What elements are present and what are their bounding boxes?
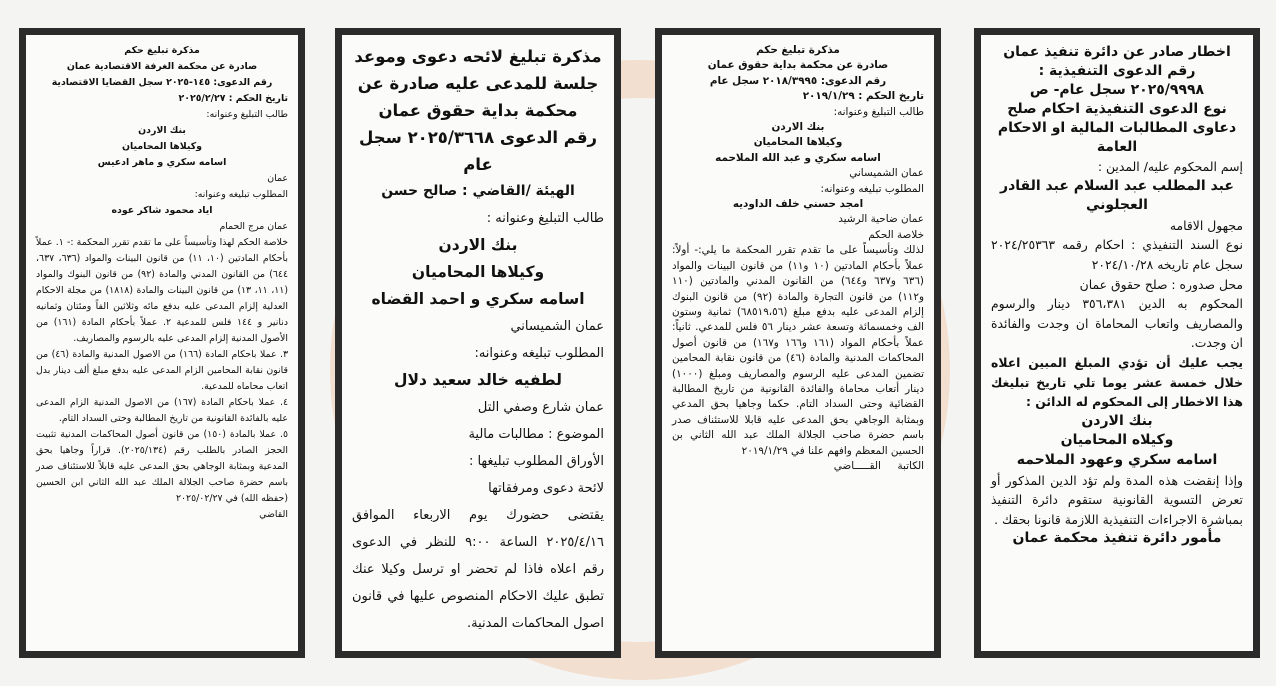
- respondent-name: لطفيه خالد سعيد دلال: [394, 371, 562, 389]
- clerk-signature: الكاتبة: [897, 459, 924, 472]
- respondent-address: عمان شارع وصفي التل: [477, 400, 604, 415]
- notice-execution: [974, 28, 1260, 658]
- respondent-address: عمان ضاحية الرشيد: [838, 213, 924, 226]
- judgment-body-5: ٥. عملا بالمادة (١٥٠) من قانون أصول المحاكمات المدنية تثبيت الحجز الصادر بالطلب رقم (٢٠٢٥/١٣٤). قراراً وجاهيا بحق المدعية وبمثابة الوجاهي بحق المدعى عليه قابلاً للاستئناف صدر باسم حضرة صاحب الجلالة الملك عبد الله الثاني ابن الحسين (حفظه الله) في ٢٠٢٥/٠٢/٢٧: [36, 429, 289, 504]
- requester-city: عمان الشميساني: [510, 319, 604, 334]
- officer-signature: مأمور دائرة تنفيذ محكمة عمان: [1012, 530, 1222, 547]
- debtor-name: عبد المطلب عبد السلام عبد القادر العجلوني: [1000, 177, 1234, 214]
- residence: مجهول الاقامه: [1169, 217, 1243, 233]
- case-number-label: رقم الدعوى التنفيذية :: [1038, 63, 1196, 79]
- instrument: نوع السند التنفيذي : احكام رقمه ٢٠٢٤/٢٥٣٦٣ سجل عام تاريخه ٢٠٢٤/١٠/٢٨: [991, 237, 1243, 272]
- respondent-label: المطلوب تبليغه وعنوانه:: [474, 346, 604, 361]
- judgment-body-4: ٤. عملا باحكام المادة (١٦٧) من الاصول المدنية الزام المدعى عليه بالفائدة القانونية من تاريخ المطالبة وحتى السداد التام.: [36, 397, 288, 424]
- notice-judgment-first-instance: [655, 28, 941, 658]
- party-lawyers: اسامه سكري و ماهر ادعيس: [97, 157, 227, 168]
- requester-label: طالب التبليغ وعنوانه:: [206, 109, 288, 120]
- hearing-body: يقتضى حضورك يوم الاربعاء الموافق ٢٠٢٥/٤/١٦ الساعة ٩:٠٠ للنظر في الدعوى رقم اعلاه فاذا لم تحضر او ترسل وكيلا عنك تطبق عليك الاحكام المنصوص عليها في قانون اصول المحاكمات المدنية.: [352, 508, 605, 631]
- party-lawyers: اسامه سكري و عبد الله الملاحمه: [715, 151, 881, 164]
- case-number: رقم الدعوى ٢٠٢٥/٣٦٦٨ سجل عام: [358, 128, 598, 174]
- court-name: صادرة عن محكمة بداية حقوق عمان: [707, 59, 889, 72]
- notice-title: مذكرة تبليغ حكم: [124, 45, 200, 56]
- summary-label: خلاصة الحكم: [868, 228, 924, 241]
- judgment-body: خلاصة الحكم لهذا وتأسيساً على ما تقدم تقرر المحكمة :- ١. عملاً بأحكام المادتين (١٠، ١١) من قانون البينات والمواد (٦٣٦، ٦٣٧، ٦٤٤) من القانون المدني والمادة (٩٢) من قانون البنوك والمواد (١١، ١١، ١٣) من قانون البينات والمادة (١٨١٨) من مجلة الاحكام العدلية إلزام المدعى عليه بدفع مائه وثلاثين الفاً ومئتان وثمانيه دنانير و ١٤٤ فلس للمدعية ٢. عملاً بأحكام المادة (١٦١) من الأصول المدنية إلزام المدعى عليه بالرسوم والمصاريف.: [36, 237, 289, 344]
- judgment-body-3: ٣. عملا باحكام المادة (١٦٦) من الاصول المدنية والمادة (٤٦) من قانون نقابة المحامين الزام المدعى عليه بدفع مبلغ ألف دينار بدل اتعاب محاماه للمدعية.: [36, 349, 289, 392]
- judge-signature: القاضي: [259, 509, 288, 520]
- judgment-body: لذلك وتأسيساً على ما تقدم تقرر المحكمة ما يلي:- أولاً: عملاً بأحكام المادتين (١٠ و١١) من قانون البينات والمواد (٦٣٦ و٦٣٧ و٦٤٤) من القانون المدني والمادتين (١١٠ و١١٢) من قانون التجارة والمادة (٩٢) من قانون البنوك إلزام المدعى عليه بدفع مبلغ (٦٨٥١٩،٥٦) ثمانية وستون الف وخمسمائة وتسعة عشر دينار ٥٦ فلس للمدعي. ثانياً: عملاً بأحكام المواد (١٦١ و١٦٦ و١٦٧) من قانون أصول المحاكمات المدنية والمادة (٤٦) من قانون نقابة المحامين تضمين المدعى عليه الرسوم والمصاريف ومبلغ (١٠٠٠) دينار أتعاب محاماة والفائدة القانونية من تاريخ المطالبة القضائية وحتى السداد التام. حكما وجاهيا بحق المدعي وبمثابة الوجاهي بحق المدعى عليه قابلا للاستئناف صدر باسم حضرة صاحب الجلالة الملك عبد الله الثاني بن الحسين المعظم وافهم علنا في ٢٠١٩/١/٢٩: [672, 244, 924, 457]
- party-agents-label: وكيلاها المحاميان: [753, 136, 843, 149]
- signatures: [672, 459, 924, 474]
- judge-signature: القـــــاضي: [833, 459, 881, 472]
- notice-lawsuit-hearing: [335, 28, 621, 658]
- party-agents-label: وكيلاه المحاميان: [1060, 432, 1174, 449]
- requester-city: عمان: [267, 173, 288, 184]
- requester-city: عمان الشميساني: [849, 167, 924, 180]
- subject: الموضوع : مطالبات مالية: [468, 427, 604, 442]
- requester-label: طالب التبليغ وعنوانه :: [486, 211, 604, 226]
- respondent-label: المطلوب تبليغه وعنوانه:: [194, 189, 288, 200]
- case-number: رقم الدعوى: ٢٠١٨/٣٩٩٥ سجل عام: [709, 74, 887, 87]
- respondent-name: اياد محمود شاكر عوده: [111, 205, 213, 216]
- court-name: صادرة عن محكمة الغرفة الاقتصادية عمان: [66, 61, 258, 72]
- case-number: رقم الدعوى: ١٤٥-٢٠٢٥ سجل القضايا الاقتصادية: [51, 77, 273, 88]
- party-name: بنك الاردن: [438, 236, 518, 254]
- notice-title: مذكرة تبليغ لائحه دعوى وموعد جلسة للمدعى عليه صادرة عن محكمة بداية حقوق عمان: [354, 47, 602, 120]
- requester-label: طالب التبليغ وعنوانه:: [833, 105, 924, 118]
- amount: المحكوم به الدين ٣٥٦،٣٨١ دينار والرسوم والمصاريف واتعاب المحاماة ان وجدت والفائدة ان وجدت.: [991, 296, 1243, 351]
- documents: لائحة دعوى ومرفقاتها: [488, 481, 604, 496]
- party-name: بنك الاردن: [138, 125, 186, 136]
- party-lawyers: اسامه سكري وعهود الملاحمه: [1016, 451, 1218, 468]
- party-name: بنك الاردن: [1081, 412, 1153, 429]
- warning: وإذا إنقضت هذه المدة ولم تؤد الدين المذكور أو تعرض التسوية القانونية ستقوم دائرة التنفيذ بمباشرة الاجراءات التنفيذية اللازمة قانونا بحقك .: [991, 472, 1243, 527]
- notice-title: اخطار صادر عن دائرة تنفيذ عمان: [1003, 44, 1231, 60]
- demand: يجب عليك أن تؤدي المبلغ المبين اعلاه خلال خمسة عشر يوما تلي تاريخ تبليغك هذا الاخطار إلى المحكوم له الدائن :: [991, 354, 1243, 410]
- judgment-date: تاريخ الحكم : ٢٠٢٥/٢/٢٧: [178, 93, 288, 104]
- case-type: نوع الدعوى التنفيذية احكام صلح دعاوى المطالبات المالية او الاحكام العامة: [997, 101, 1237, 155]
- party-lawyers: اسامه سكري و احمد القضاه: [371, 290, 585, 308]
- issued-by: محل صدوره : صلح حقوق عمان: [1079, 276, 1243, 292]
- notice-title: مذكرة تبليغ حكم: [756, 44, 840, 56]
- party-agents-label: وكيلاها المحاميان: [411, 263, 545, 281]
- case-number: ٢٠٢٥/٩٩٩٨ سجل عام- ص: [1029, 82, 1205, 98]
- judge-name: الهيئة /القاضي : صالح حسن: [381, 183, 575, 199]
- debtor-label: إسم المحكوم عليه/ المدين :: [1097, 159, 1243, 174]
- respondent-name: امجد حسني خلف الداوديه: [732, 198, 864, 211]
- documents-label: الأوراق المطلوب تبليغها :: [468, 454, 604, 469]
- party-agents-label: وكيلاها المحاميان: [122, 141, 202, 152]
- notice-judgment-economic: [19, 28, 305, 658]
- party-name: بنك الاردن: [771, 121, 825, 134]
- respondent-label: المطلوب تبليغه وعنوانه:: [820, 182, 924, 195]
- respondent-address: عمان مرج الحمام: [219, 221, 288, 232]
- judgment-date: تاريخ الحكم : ٢٠١٩/١/٢٩: [802, 90, 924, 103]
